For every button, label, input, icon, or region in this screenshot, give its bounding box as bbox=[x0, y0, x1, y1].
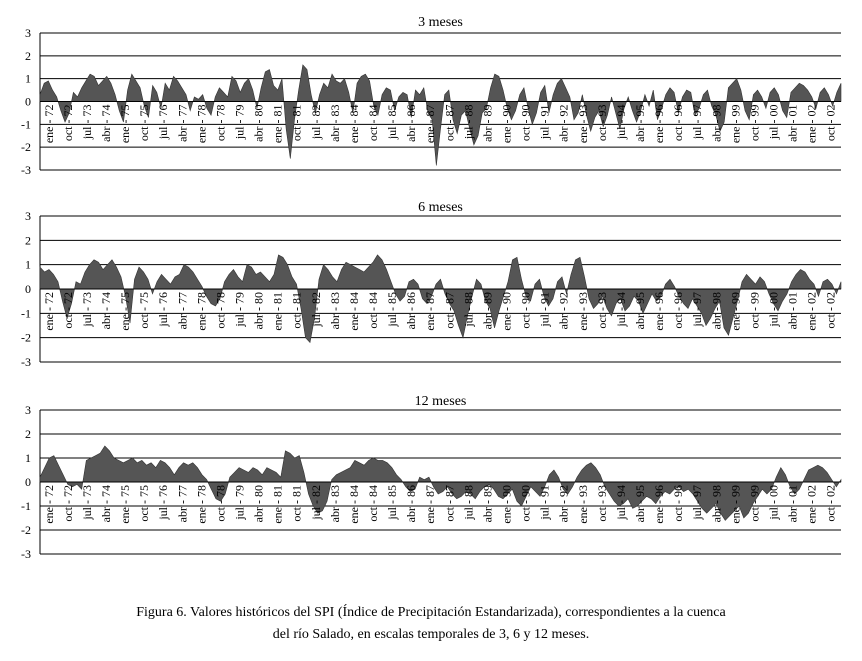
x-tick-label: oct - 78 bbox=[213, 104, 228, 142]
x-tick-label: ene - 93 bbox=[575, 292, 590, 331]
x-tick-label: ene - 75 bbox=[118, 104, 133, 144]
y-tick-label: 2 bbox=[25, 48, 31, 63]
x-tick-label: abr - 74 bbox=[99, 104, 114, 142]
x-tick-label: abr - 98 bbox=[709, 292, 724, 330]
x-tick-label: oct - 96 bbox=[671, 485, 686, 522]
x-tick-label: abr - 95 bbox=[633, 292, 648, 330]
x-tick-label: oct - 78 bbox=[213, 485, 228, 522]
y-tick-label: -3 bbox=[21, 163, 31, 177]
x-tick-label: ene - 72 bbox=[41, 485, 56, 524]
x-tick-label: abr - 77 bbox=[175, 485, 190, 523]
x-tick-label: jul - 91 bbox=[537, 485, 552, 520]
x-tick-label: oct - 90 bbox=[518, 104, 533, 142]
x-tick-label: oct - 90 bbox=[518, 485, 533, 522]
chart-title: 3 meses bbox=[418, 15, 463, 30]
x-tick-label: abr - 74 bbox=[99, 485, 114, 523]
x-tick-label: oct - 96 bbox=[671, 292, 686, 329]
x-tick-label: oct - 72 bbox=[60, 485, 75, 522]
x-tick-label: oct - 84 bbox=[366, 292, 381, 329]
x-tick-label: oct - 93 bbox=[594, 104, 609, 142]
x-tick-label: ene - 90 bbox=[499, 485, 514, 524]
x-tick-label: oct - 78 bbox=[213, 292, 228, 329]
x-tick-label: jul - 88 bbox=[461, 292, 476, 327]
y-tick-label: 0 bbox=[25, 475, 31, 489]
x-tick-label: abr - 98 bbox=[709, 104, 724, 142]
x-tick-label: ene - 84 bbox=[346, 292, 361, 331]
x-tick-label: jul - 00 bbox=[766, 292, 781, 327]
x-tick-label: abr - 80 bbox=[251, 104, 266, 142]
x-tick-label: oct - 84 bbox=[366, 485, 381, 522]
x-tick-label: jul - 91 bbox=[537, 292, 552, 327]
x-tick-label: oct - 99 bbox=[747, 485, 762, 522]
x-tick-label: ene - 75 bbox=[118, 292, 133, 331]
x-tick-label: ene - 02 bbox=[804, 292, 819, 331]
caption-line-2: del río Salado, en escalas temporales de 3, 6 y 12 meses. bbox=[272, 627, 590, 642]
x-tick-label: abr - 89 bbox=[480, 104, 495, 142]
x-tick-label: ene - 96 bbox=[652, 292, 667, 331]
x-tick-label: ene - 81 bbox=[270, 292, 285, 331]
x-tick-label: ene - 96 bbox=[652, 485, 667, 524]
y-tick-label: 3 bbox=[25, 209, 31, 223]
x-tick-label: abr - 89 bbox=[480, 291, 495, 330]
x-tick-label: jul - 73 bbox=[79, 292, 94, 327]
x-tick-label: oct - 75 bbox=[137, 292, 152, 329]
x-tick-label: abr - 95 bbox=[633, 104, 648, 142]
x-tick-label: abr - 86 bbox=[404, 104, 419, 142]
x-tick-label: jul - 91 bbox=[537, 104, 552, 140]
x-tick-label: ene - 87 bbox=[423, 485, 438, 524]
x-tick-label: oct - 02 bbox=[823, 104, 838, 142]
caption-line-1: Figura 6. Valores históricos del SPI (Índice de Precipitación Estandarizada), correspondientes a la cuenca bbox=[136, 605, 726, 620]
x-tick-label: oct - 93 bbox=[594, 292, 609, 329]
x-tick-label: jul - 97 bbox=[690, 485, 705, 520]
x-tick-label: abr - 77 bbox=[175, 292, 190, 330]
x-tick-label: oct - 99 bbox=[747, 104, 762, 142]
y-tick-label: 2 bbox=[25, 233, 31, 248]
x-tick-label: jul - 85 bbox=[385, 485, 400, 520]
x-tick-label: ene - 78 bbox=[194, 485, 209, 524]
x-tick-label: oct - 87 bbox=[442, 485, 457, 522]
x-tick-label: oct - 81 bbox=[289, 485, 304, 522]
x-tick-label: oct - 99 bbox=[747, 292, 762, 329]
x-tick-label: ene - 90 bbox=[499, 292, 514, 331]
x-tick-label: ene - 72 bbox=[41, 104, 56, 144]
x-tick-label: ene - 99 bbox=[728, 485, 743, 524]
x-tick-label: abr - 01 bbox=[785, 292, 800, 330]
x-tick-label: ene - 99 bbox=[728, 292, 743, 331]
y-tick-label: 1 bbox=[25, 257, 31, 272]
x-tick-label: oct - 87 bbox=[442, 292, 457, 329]
x-tick-label: ene - 90 bbox=[499, 104, 514, 144]
x-tick-label: jul - 94 bbox=[613, 104, 628, 140]
y-tick-label: -3 bbox=[21, 355, 31, 369]
x-tick-label: abr - 95 bbox=[633, 485, 648, 523]
y-tick-label: -1 bbox=[21, 117, 31, 132]
chart-panel-3-meses bbox=[21, 15, 841, 177]
x-tick-label: oct - 93 bbox=[594, 485, 609, 522]
x-tick-label: jul - 00 bbox=[766, 485, 781, 520]
x-tick-label: jul - 85 bbox=[385, 104, 400, 140]
x-tick-label: ene - 84 bbox=[346, 485, 361, 524]
x-tick-label: ene - 84 bbox=[346, 104, 361, 144]
x-tick-label: oct - 75 bbox=[137, 104, 152, 142]
x-tick-label: jul - 79 bbox=[232, 485, 247, 520]
x-tick-label: ene - 87 bbox=[423, 292, 438, 331]
y-tick-label: 2 bbox=[25, 427, 31, 441]
x-tick-label: abr - 74 bbox=[99, 292, 114, 330]
chart-panel-12-meses bbox=[21, 394, 841, 561]
x-tick-label: ene - 02 bbox=[804, 104, 819, 144]
y-tick-label: -1 bbox=[21, 306, 31, 321]
x-tick-label: ene - 78 bbox=[194, 292, 209, 331]
x-tick-label: abr - 92 bbox=[556, 292, 571, 330]
x-tick-label: abr - 01 bbox=[785, 104, 800, 142]
x-tick-label: abr - 98 bbox=[709, 485, 724, 523]
x-tick-label: jul - 97 bbox=[690, 104, 705, 140]
x-tick-label: abr - 83 bbox=[327, 104, 342, 142]
y-tick-label: 0 bbox=[25, 94, 31, 109]
x-tick-label: jul - 82 bbox=[308, 104, 323, 140]
chart-panel-6-meses bbox=[21, 200, 841, 369]
x-tick-label: jul - 82 bbox=[308, 485, 323, 520]
x-tick-label: oct - 84 bbox=[366, 104, 381, 142]
y-tick-label: -1 bbox=[21, 499, 31, 513]
y-tick-label: 3 bbox=[25, 26, 31, 40]
x-tick-label: jul - 82 bbox=[308, 292, 323, 327]
y-tick-label: 0 bbox=[25, 282, 31, 296]
x-tick-label: ene - 87 bbox=[423, 104, 438, 144]
x-tick-label: jul - 76 bbox=[156, 292, 171, 327]
x-tick-label: jul - 73 bbox=[79, 485, 94, 520]
x-tick-label: ene - 81 bbox=[270, 104, 285, 144]
chart-title: 12 meses bbox=[414, 394, 467, 409]
x-tick-label: abr - 80 bbox=[251, 485, 266, 523]
x-tick-label: ene - 78 bbox=[194, 104, 209, 144]
chart-title: 6 meses bbox=[418, 200, 463, 215]
x-tick-label: abr - 01 bbox=[785, 485, 800, 523]
x-tick-label: abr - 83 bbox=[327, 292, 342, 330]
x-tick-label: abr - 77 bbox=[175, 104, 190, 142]
x-tick-label: jul - 88 bbox=[461, 485, 476, 520]
y-tick-label: -2 bbox=[21, 330, 31, 345]
x-tick-label: oct - 87 bbox=[442, 104, 457, 142]
x-tick-label: abr - 80 bbox=[251, 292, 266, 330]
x-tick-label: oct - 75 bbox=[137, 485, 152, 522]
x-tick-label: jul - 76 bbox=[156, 485, 171, 520]
y-tick-label: -2 bbox=[21, 523, 31, 537]
x-tick-label: ene - 93 bbox=[575, 485, 590, 524]
y-tick-label: 1 bbox=[25, 451, 31, 465]
x-tick-label: abr - 89 bbox=[480, 484, 495, 523]
x-tick-label: jul - 94 bbox=[613, 485, 628, 520]
x-tick-label: ene - 02 bbox=[804, 485, 819, 524]
x-tick-label: jul - 94 bbox=[613, 292, 628, 327]
x-tick-label: oct - 02 bbox=[823, 485, 838, 522]
y-tick-label: 3 bbox=[25, 403, 31, 417]
y-tick-label: -3 bbox=[21, 547, 31, 561]
x-tick-label: abr - 86 bbox=[404, 485, 419, 523]
x-tick-label: oct - 81 bbox=[289, 104, 304, 142]
x-tick-label: jul - 76 bbox=[156, 104, 171, 140]
figure-caption bbox=[0, 602, 862, 646]
x-tick-label: oct - 72 bbox=[60, 104, 75, 142]
x-tick-label: ene - 81 bbox=[270, 485, 285, 524]
x-tick-label: ene - 93 bbox=[575, 104, 590, 144]
x-tick-label: abr - 86 bbox=[404, 292, 419, 330]
y-tick-label: -2 bbox=[21, 140, 31, 155]
x-tick-label: jul - 85 bbox=[385, 292, 400, 327]
x-tick-label: jul - 88 bbox=[461, 104, 476, 140]
x-tick-label: jul - 73 bbox=[79, 104, 94, 140]
x-tick-label: jul - 00 bbox=[766, 104, 781, 140]
x-tick-label: oct - 02 bbox=[823, 292, 838, 329]
x-tick-label: jul - 79 bbox=[232, 292, 247, 327]
x-tick-label: oct - 72 bbox=[60, 292, 75, 329]
y-tick-label: 1 bbox=[25, 71, 31, 86]
x-tick-label: abr - 83 bbox=[327, 485, 342, 523]
x-tick-label: oct - 81 bbox=[289, 292, 304, 329]
x-tick-label: oct - 96 bbox=[671, 104, 686, 142]
x-tick-label: oct - 90 bbox=[518, 292, 533, 329]
x-tick-label: abr - 92 bbox=[556, 104, 571, 142]
x-tick-label: ene - 75 bbox=[118, 485, 133, 524]
x-tick-label: abr - 92 bbox=[556, 485, 571, 523]
x-tick-label: jul - 79 bbox=[232, 104, 247, 140]
x-tick-label: jul - 97 bbox=[690, 292, 705, 327]
x-tick-label: ene - 72 bbox=[41, 292, 56, 331]
x-tick-label: ene - 96 bbox=[652, 104, 667, 144]
x-tick-label: ene - 99 bbox=[728, 104, 743, 144]
